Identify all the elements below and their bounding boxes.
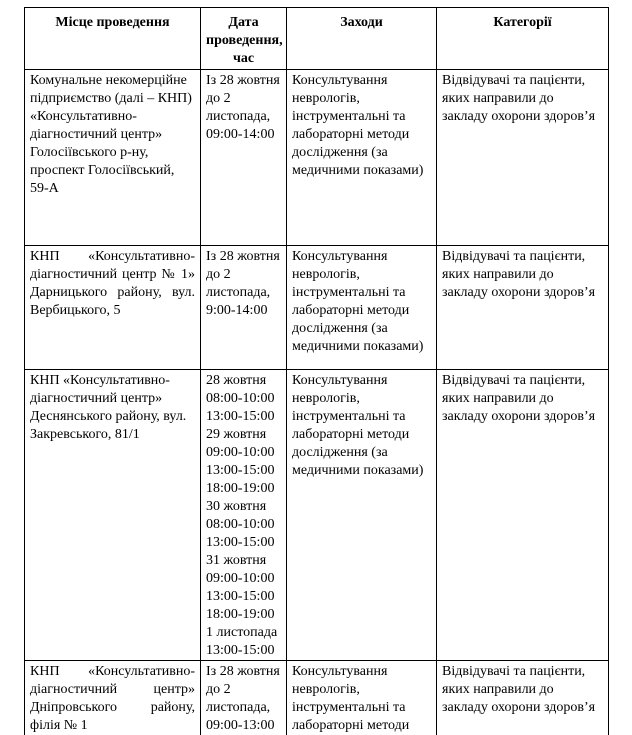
header-events: Заходи	[287, 8, 437, 70]
cell-events: Консультування неврологів, інструментальні та лабораторні методи	[287, 661, 437, 735]
date-line: 1 листопада	[206, 624, 281, 642]
cell-place: Комунальне некомерційне підприємство (далі – КНП) «Консультативно-діагностичний центр» Голосіївського р-ну, проспект Голосіївський, 59-А	[25, 70, 201, 246]
table-header-row	[25, 8, 609, 70]
date-line: 08:00-10:00	[206, 390, 281, 408]
date-line: 31 жовтня	[206, 552, 281, 570]
date-line: 09:00-10:00	[206, 444, 281, 462]
date-line: 13:00-15:00	[206, 642, 281, 660]
cell-date: Із 28 жовтня до 2 листопада, 9:00-14:00	[201, 246, 287, 370]
cell-place: КНП «Консультативно-діагностичний центр» Деснянського району, вул. Закревського, 81/1	[25, 370, 201, 661]
date-line: 13:00-15:00	[206, 588, 281, 606]
date-line: 18:00-19:00	[206, 480, 281, 498]
cell-place: КНП «Консультативно-діагностичний центр» Дніпровського району, філія № 1	[25, 661, 201, 735]
cell-place: КНП «Консультативно-діагностичний центр № 1» Дарницького району, вул. Вербицького, 5	[25, 246, 201, 370]
date-line: 13:00-15:00	[206, 462, 281, 480]
date-line: 30 жовтня	[206, 498, 281, 516]
cell-category: Відвідувачі та пацієнти, яких направили до закладу охорони здоров’я	[437, 70, 609, 246]
date-line: 08:00-10:00	[206, 516, 281, 534]
table-row	[25, 661, 609, 735]
header-date: Дата проведення, час	[201, 8, 287, 70]
cell-category: Відвідувачі та пацієнти, яких направили до закладу охорони здоров’я	[437, 246, 609, 370]
cell-date: Із 28 жовтня до 2 листопада, 09:00-13:00	[201, 661, 287, 735]
header-category: Категорії	[437, 8, 609, 70]
date-line: 18:00-19:00	[206, 606, 281, 624]
cell-events: Консультування неврологів, інструментальні та лабораторні методи дослідження (за медичними показами)	[287, 370, 437, 661]
table-row	[25, 70, 609, 246]
events-table	[24, 7, 609, 735]
cell-category: Відвідувачі та пацієнти, яких направили до закладу охорони здоров’я	[437, 370, 609, 661]
header-place: Місце проведення	[25, 8, 201, 70]
date-line: 29 жовтня	[206, 426, 281, 444]
date-line: 13:00-15:00	[206, 408, 281, 426]
date-line: 28 жовтня	[206, 372, 281, 390]
date-line: 09:00-10:00	[206, 570, 281, 588]
cell-events: Консультування неврологів, інструментальні та лабораторні методи дослідження (за медичними показами)	[287, 246, 437, 370]
table-row	[25, 246, 609, 370]
date-line: 13:00-15:00	[206, 534, 281, 552]
table-row	[25, 370, 609, 661]
cell-date	[201, 370, 287, 661]
cell-events: Консультування неврологів, інструментальні та лабораторні методи дослідження (за медичними показами)	[287, 70, 437, 246]
cell-date: Із 28 жовтня до 2 листопада, 09:00-14:00	[201, 70, 287, 246]
cell-category: Відвідувачі та пацієнти, яких направили до закладу охорони здоров’я	[437, 661, 609, 735]
